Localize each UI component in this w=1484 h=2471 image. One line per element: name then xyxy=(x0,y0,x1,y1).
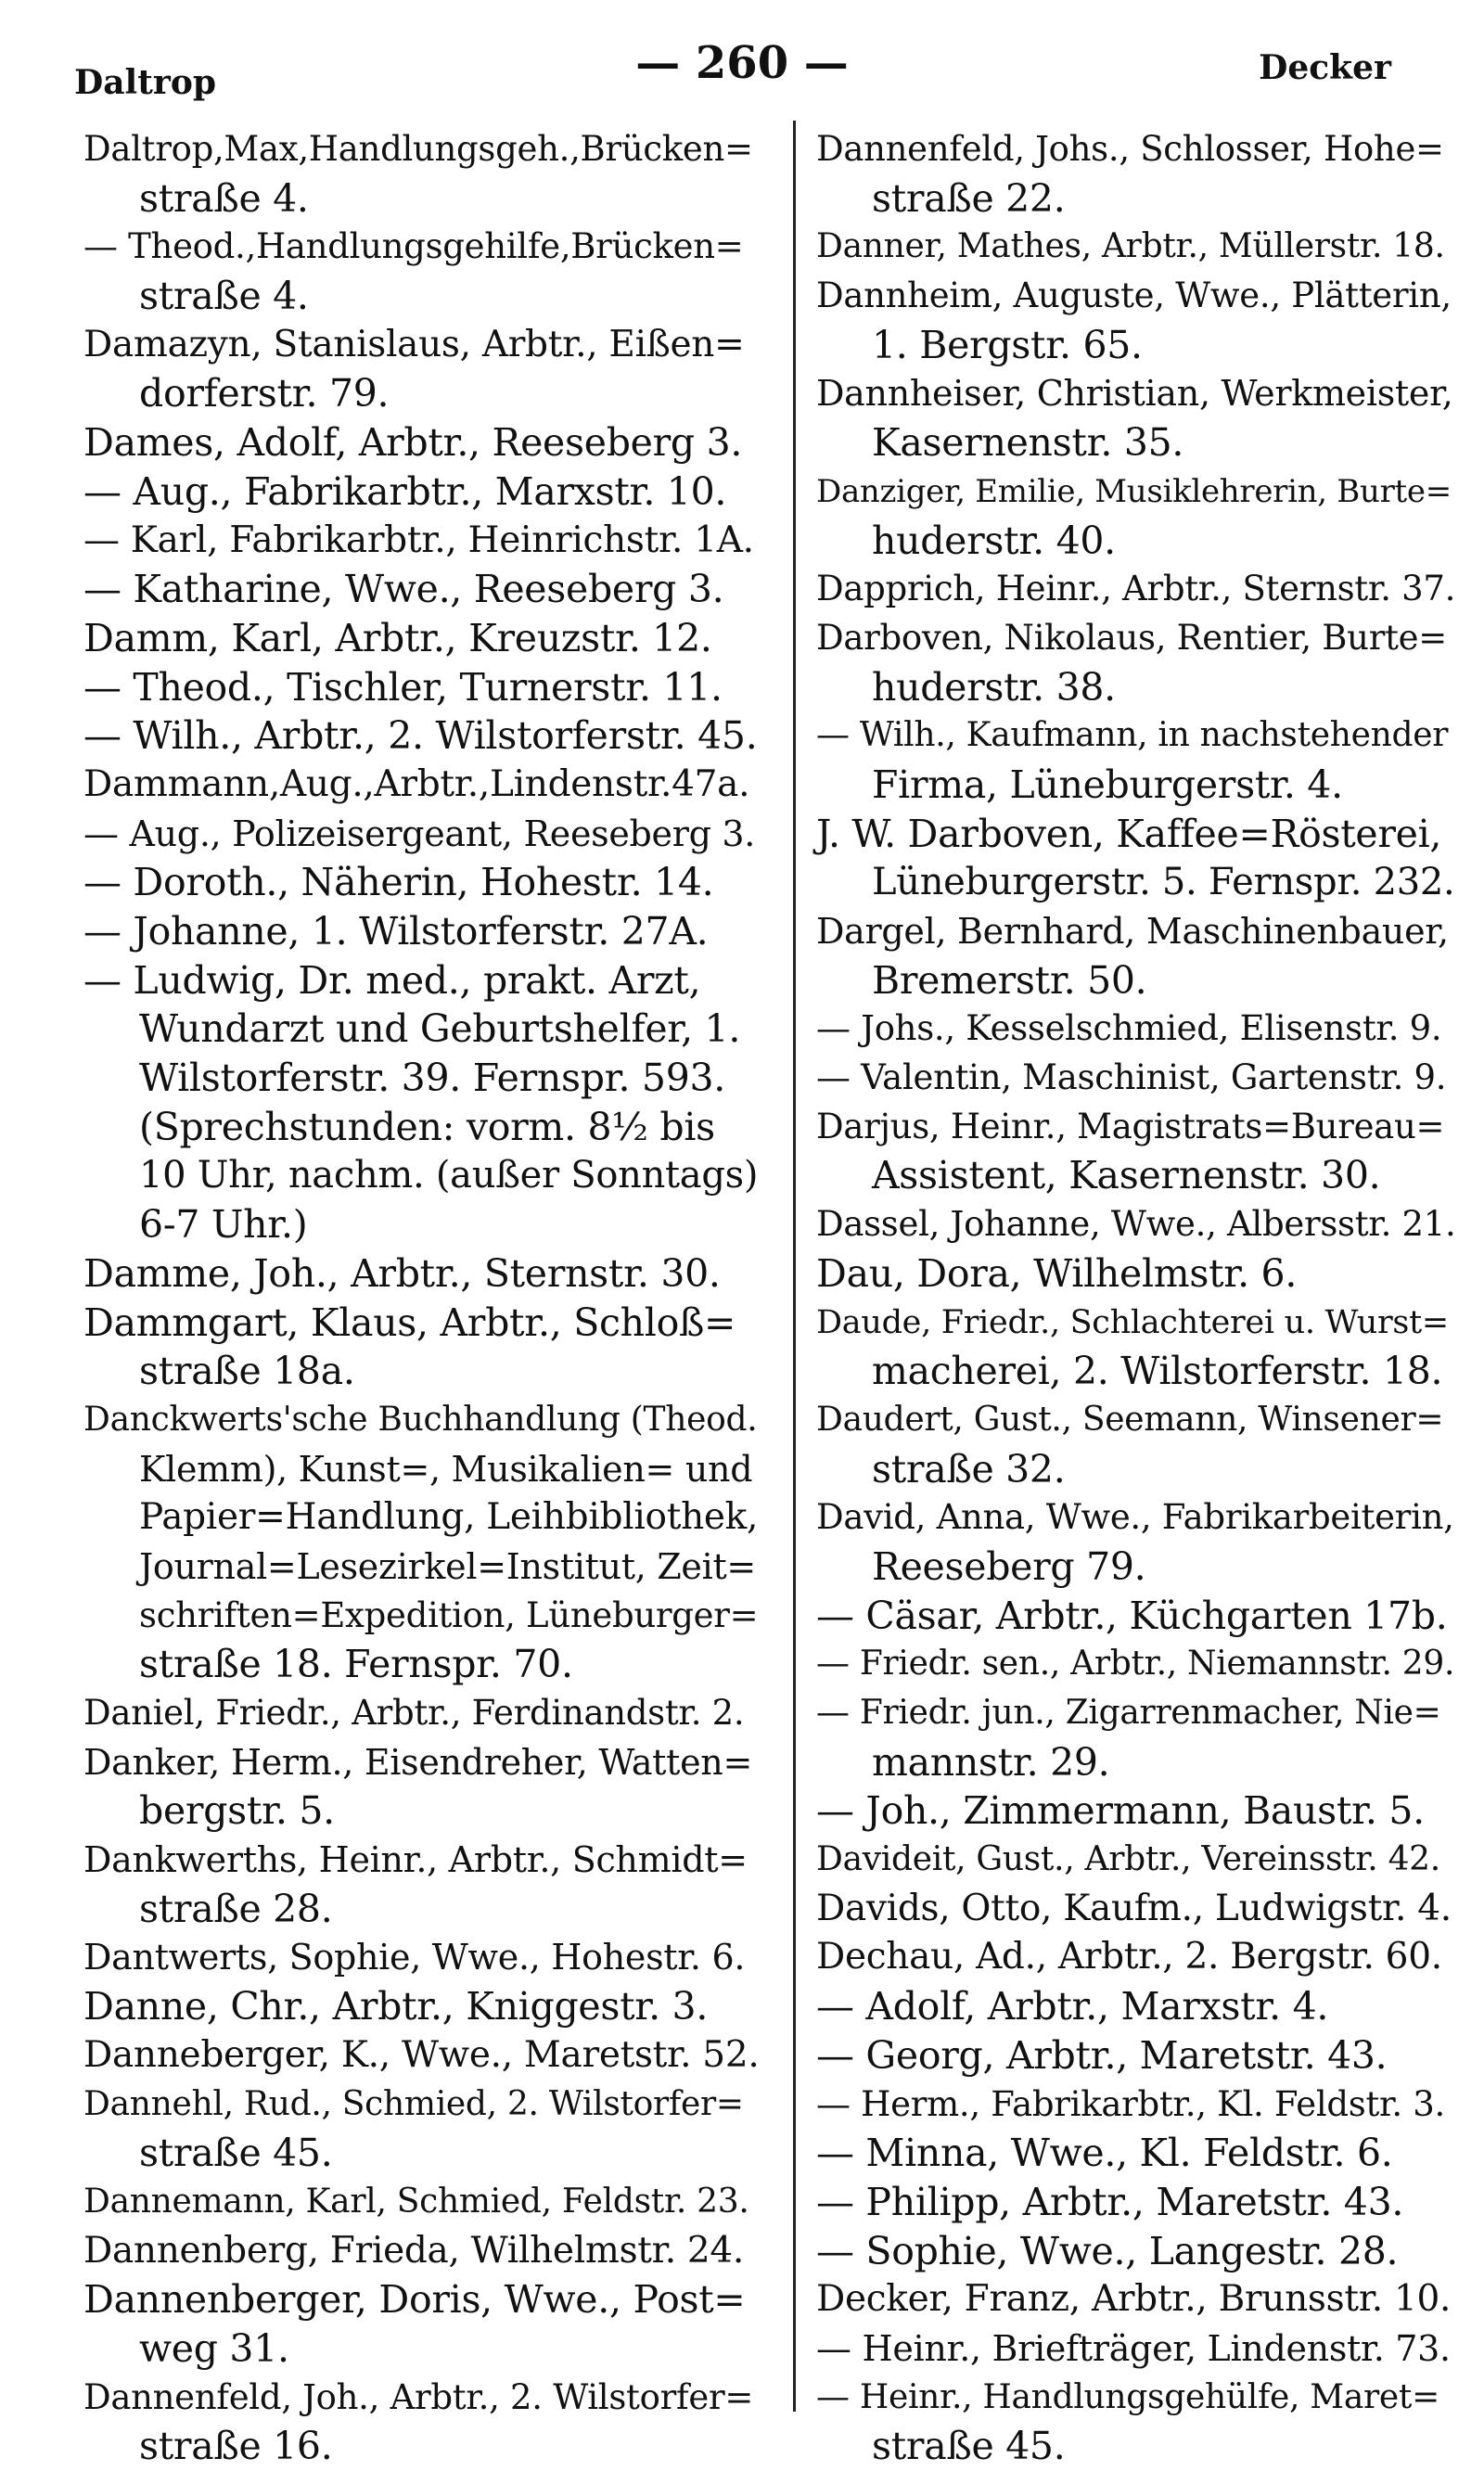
directory-entry: Dannenfeld, Johs., Schlosser, Hohe= xyxy=(816,129,1444,169)
directory-entry-continuation: straße 32. xyxy=(872,1446,1066,1492)
running-head-right: Decker xyxy=(1259,48,1391,87)
directory-entry: Darboven, Nikolaus, Rentier, Burte= xyxy=(816,617,1447,658)
directory-entry: Dammann,Aug.,Arbtr.,Lindenstr.47a. xyxy=(83,762,750,805)
directory-entry: Danneberger, K., Wwe., Maretstr. 52. xyxy=(83,2033,760,2076)
directory-entry: — Wilh., Kaufmann, in nachstehender xyxy=(816,716,1449,755)
directory-entry-continuation: mannstr. 29. xyxy=(872,1739,1110,1785)
directory-entry: Danner, Mathes, Arbtr., Müllerstr. 18. xyxy=(816,227,1445,266)
directory-entry-continuation: straße 4. xyxy=(139,274,309,319)
directory-entry-continuation: straße 18a. xyxy=(139,1349,355,1394)
directory-entry-continuation: Journal=Lesezirkel=Institut, Zeit= xyxy=(139,1545,756,1587)
directory-entry: Dannenberger, Doris, Wwe., Post= xyxy=(83,2277,746,2323)
directory-entry-continuation: Wilstorferstr. 39. Fernspr. 593. xyxy=(139,1056,726,1101)
directory-entry-continuation: straße 4. xyxy=(139,175,309,221)
directory-entry-continuation: (Sprechstunden: vorm. 8½ bis xyxy=(139,1104,715,1149)
column-divider xyxy=(793,121,796,2412)
directory-entry: — Katharine, Wwe., Reeseberg 3. xyxy=(83,567,724,612)
directory-entry: Daltrop,Max,Handlungsgeh.,Brücken= xyxy=(83,129,753,169)
directory-entry: Danne, Chr., Arbtr., Kniggestr. 3. xyxy=(83,1984,709,2029)
directory-entry-continuation: straße 45. xyxy=(139,2131,333,2176)
directory-entry-continuation: straße 45. xyxy=(872,2424,1066,2469)
directory-entry-continuation: straße 16. xyxy=(139,2424,333,2469)
directory-entry: — Minna, Wwe., Kl. Feldstr. 6. xyxy=(816,2131,1393,2176)
directory-entry-continuation: weg 31. xyxy=(139,2325,289,2371)
directory-entry: Decker, Franz, Arbtr., Brunsstr. 10. xyxy=(816,2278,1452,2321)
directory-entry: Dassel, Johanne, Wwe., Albersstr. 21. xyxy=(816,1204,1456,1245)
directory-entry: Dau, Dora, Wilhelmstr. 6. xyxy=(816,1250,1298,1296)
directory-entry: Dargel, Bernhard, Maschinenbauer, xyxy=(816,911,1449,952)
directory-entry: Davids, Otto, Kaufm., Ludwigstr. 4. xyxy=(816,1887,1452,1929)
directory-entry-continuation: Assistent, Kasernenstr. 30. xyxy=(872,1153,1381,1198)
directory-entry: Daude, Friedr., Schlachterei u. Wurst= xyxy=(816,1303,1449,1341)
directory-entry: Dannheim, Auguste, Wwe., Plätterin, xyxy=(816,275,1452,316)
directory-entry-continuation: schriften=Expedition, Lüneburger= xyxy=(139,1594,759,1635)
directory-entry-continuation: Kasernenstr. 35. xyxy=(872,420,1184,466)
page-header xyxy=(0,37,1484,102)
directory-entry-continuation: 1. Bergstr. 65. xyxy=(872,322,1143,367)
directory-entry: Damazyn, Stanislaus, Arbtr., Eißen= xyxy=(83,323,745,365)
directory-entry: Danker, Herm., Eisendreher, Watten= xyxy=(83,1741,753,1783)
directory-entry: — Johs., Kesselschmied, Elisenstr. 9. xyxy=(816,1008,1442,1049)
directory-entry-continuation: straße 28. xyxy=(139,1886,333,1931)
directory-entry-continuation: dorferstr. 79. xyxy=(139,371,390,416)
directory-entry: Damm, Karl, Arbtr., Kreuzstr. 12. xyxy=(83,615,712,660)
directory-entry: — Theod., Tischler, Turnerstr. 11. xyxy=(83,664,723,710)
directory-entry: — Ludwig, Dr. med., prakt. Arzt, xyxy=(83,957,701,1003)
directory-entry-continuation: huderstr. 38. xyxy=(872,664,1116,710)
directory-entry: Dantwerts, Sophie, Wwe., Hohestr. 6. xyxy=(83,1937,746,1978)
directory-entry: — Sophie, Wwe., Langestr. 28. xyxy=(816,2228,1399,2273)
page-number: — 260 — xyxy=(635,37,849,89)
directory-entry-continuation: Klemm), Kunst=, Musikalien= und xyxy=(139,1448,753,1490)
directory-entry: — Philipp, Arbtr., Maretstr. 43. xyxy=(816,2179,1404,2224)
directory-entry-continuation: Firma, Lüneburgerstr. 4. xyxy=(872,762,1343,807)
directory-entry-continuation: Reeseberg 79. xyxy=(872,1543,1146,1589)
directory-entry-continuation: straße 22. xyxy=(872,175,1066,221)
directory-entry: — Wilh., Arbtr., 2. Wilstorferstr. 45. xyxy=(83,713,758,759)
directory-entry-continuation: 6-7 Uhr.) xyxy=(139,1202,308,1248)
directory-entry: Daudert, Gust., Seemann, Winsener= xyxy=(816,1400,1444,1439)
directory-entry: Dames, Adolf, Arbtr., Reeseberg 3. xyxy=(83,420,743,466)
directory-entry-continuation: Lüneburgerstr. 5. Fernspr. 232. xyxy=(872,861,1455,904)
directory-entry: Dannenfeld, Joh., Arbtr., 2. Wilstorfer= xyxy=(83,2376,754,2417)
directory-entry: Damme, Joh., Arbtr., Sternstr. 30. xyxy=(83,1250,721,1296)
directory-entry-continuation: straße 18. Fernspr. 70. xyxy=(139,1642,573,1687)
directory-entry: Danckwerts'sche Buchhandlung (Theod. xyxy=(83,1400,758,1439)
directory-entry: Dapprich, Heinr., Arbtr., Sternstr. 37. xyxy=(816,569,1456,609)
directory-entry-continuation: Papier=Handlung, Leihbibliothek, xyxy=(139,1496,759,1539)
directory-entry-continuation: huderstr. 40. xyxy=(872,518,1116,563)
directory-entry: — Herm., Fabrikarbtr., Kl. Feldstr. 3. xyxy=(816,2083,1445,2124)
directory-entry-continuation: 10 Uhr, nachm. (außer Sonntags) xyxy=(139,1154,759,1197)
directory-entry: Dammgart, Klaus, Arbtr., Schloß= xyxy=(83,1300,736,1345)
directory-entry: Dannemann, Karl, Schmied, Feldstr. 23. xyxy=(83,2182,749,2221)
right-column xyxy=(816,125,1456,2471)
running-head-left: Daltrop xyxy=(74,63,216,102)
directory-entry-continuation: Bremerstr. 50. xyxy=(872,957,1147,1003)
directory-entry: — Adolf, Arbtr., Marxstr. 4. xyxy=(816,1984,1329,2029)
directory-entry: — Johanne, 1. Wilstorferstr. 27A. xyxy=(83,909,709,954)
directory-entry: Danziger, Emilie, Musiklehrerin, Burte= xyxy=(816,472,1452,510)
directory-entry: — Heinr., Briefträger, Lindenstr. 73. xyxy=(816,2327,1451,2369)
directory-entry: — Heinr., Handlungsgehülfe, Maret= xyxy=(816,2377,1439,2416)
directory-entry: Darjus, Heinr., Magistrats=Bureau= xyxy=(816,1106,1445,1146)
directory-entry: — Aug., Fabrikarbtr., Marxstr. 10. xyxy=(83,468,727,514)
directory-entry: — Friedr. sen., Arbtr., Niemannstr. 29. xyxy=(816,1645,1455,1684)
directory-entry: Dannenberg, Frieda, Wilhelmstr. 24. xyxy=(83,2229,745,2272)
directory-entry: — Friedr. jun., Zigarrenmacher, Nie= xyxy=(816,1694,1441,1732)
directory-entry: — Doroth., Näherin, Hohestr. 14. xyxy=(83,860,714,905)
directory-entry: — Joh., Zimmermann, Baustr. 5. xyxy=(816,1788,1425,1834)
directory-entry: — Georg, Arbtr., Maretstr. 43. xyxy=(816,2032,1388,2078)
directory-entry: Dannehl, Rud., Schmied, 2. Wilstorfer= xyxy=(83,2084,744,2123)
directory-entry: — Valentin, Maschinist, Gartenstr. 9. xyxy=(816,1057,1447,1098)
directory-entry: Daniel, Friedr., Arbtr., Ferdinandstr. 2. xyxy=(83,1693,745,1733)
directory-entry-continuation: Wundarzt und Geburtshelfer, 1. xyxy=(139,1006,741,1052)
directory-entry: David, Anna, Wwe., Fabrikarbeiterin, xyxy=(816,1497,1454,1538)
directory-entry: — Aug., Polizeisergeant, Reeseberg 3. xyxy=(83,813,756,854)
directory-entry: — Karl, Fabrikarbtr., Heinrichstr. 1A. xyxy=(83,519,754,561)
directory-entry: Dechau, Ad., Arbtr., 2. Bergstr. 60. xyxy=(816,1936,1442,1978)
left-column xyxy=(83,125,761,2471)
directory-entry: Dankwerths, Heinr., Arbtr., Schmidt= xyxy=(83,1839,748,1881)
directory-entry: — Theod.,Handlungsgehilfe,Brücken= xyxy=(83,226,744,267)
directory-entry-continuation: macherei, 2. Wilstorferstr. 18. xyxy=(872,1349,1443,1394)
directory-entry: Dannheiser, Christian, Werkmeister, xyxy=(816,373,1453,415)
directory-entry-continuation: bergstr. 5. xyxy=(139,1788,335,1834)
directory-entry: Davideit, Gust., Arbtr., Vereinsstr. 42. xyxy=(816,1840,1440,1879)
directory-entry: — Cäsar, Arbtr., Küchgarten 17b. xyxy=(816,1593,1448,1638)
directory-entry: J. W. Darboven, Kaffee=Rösterei, xyxy=(816,811,1442,856)
